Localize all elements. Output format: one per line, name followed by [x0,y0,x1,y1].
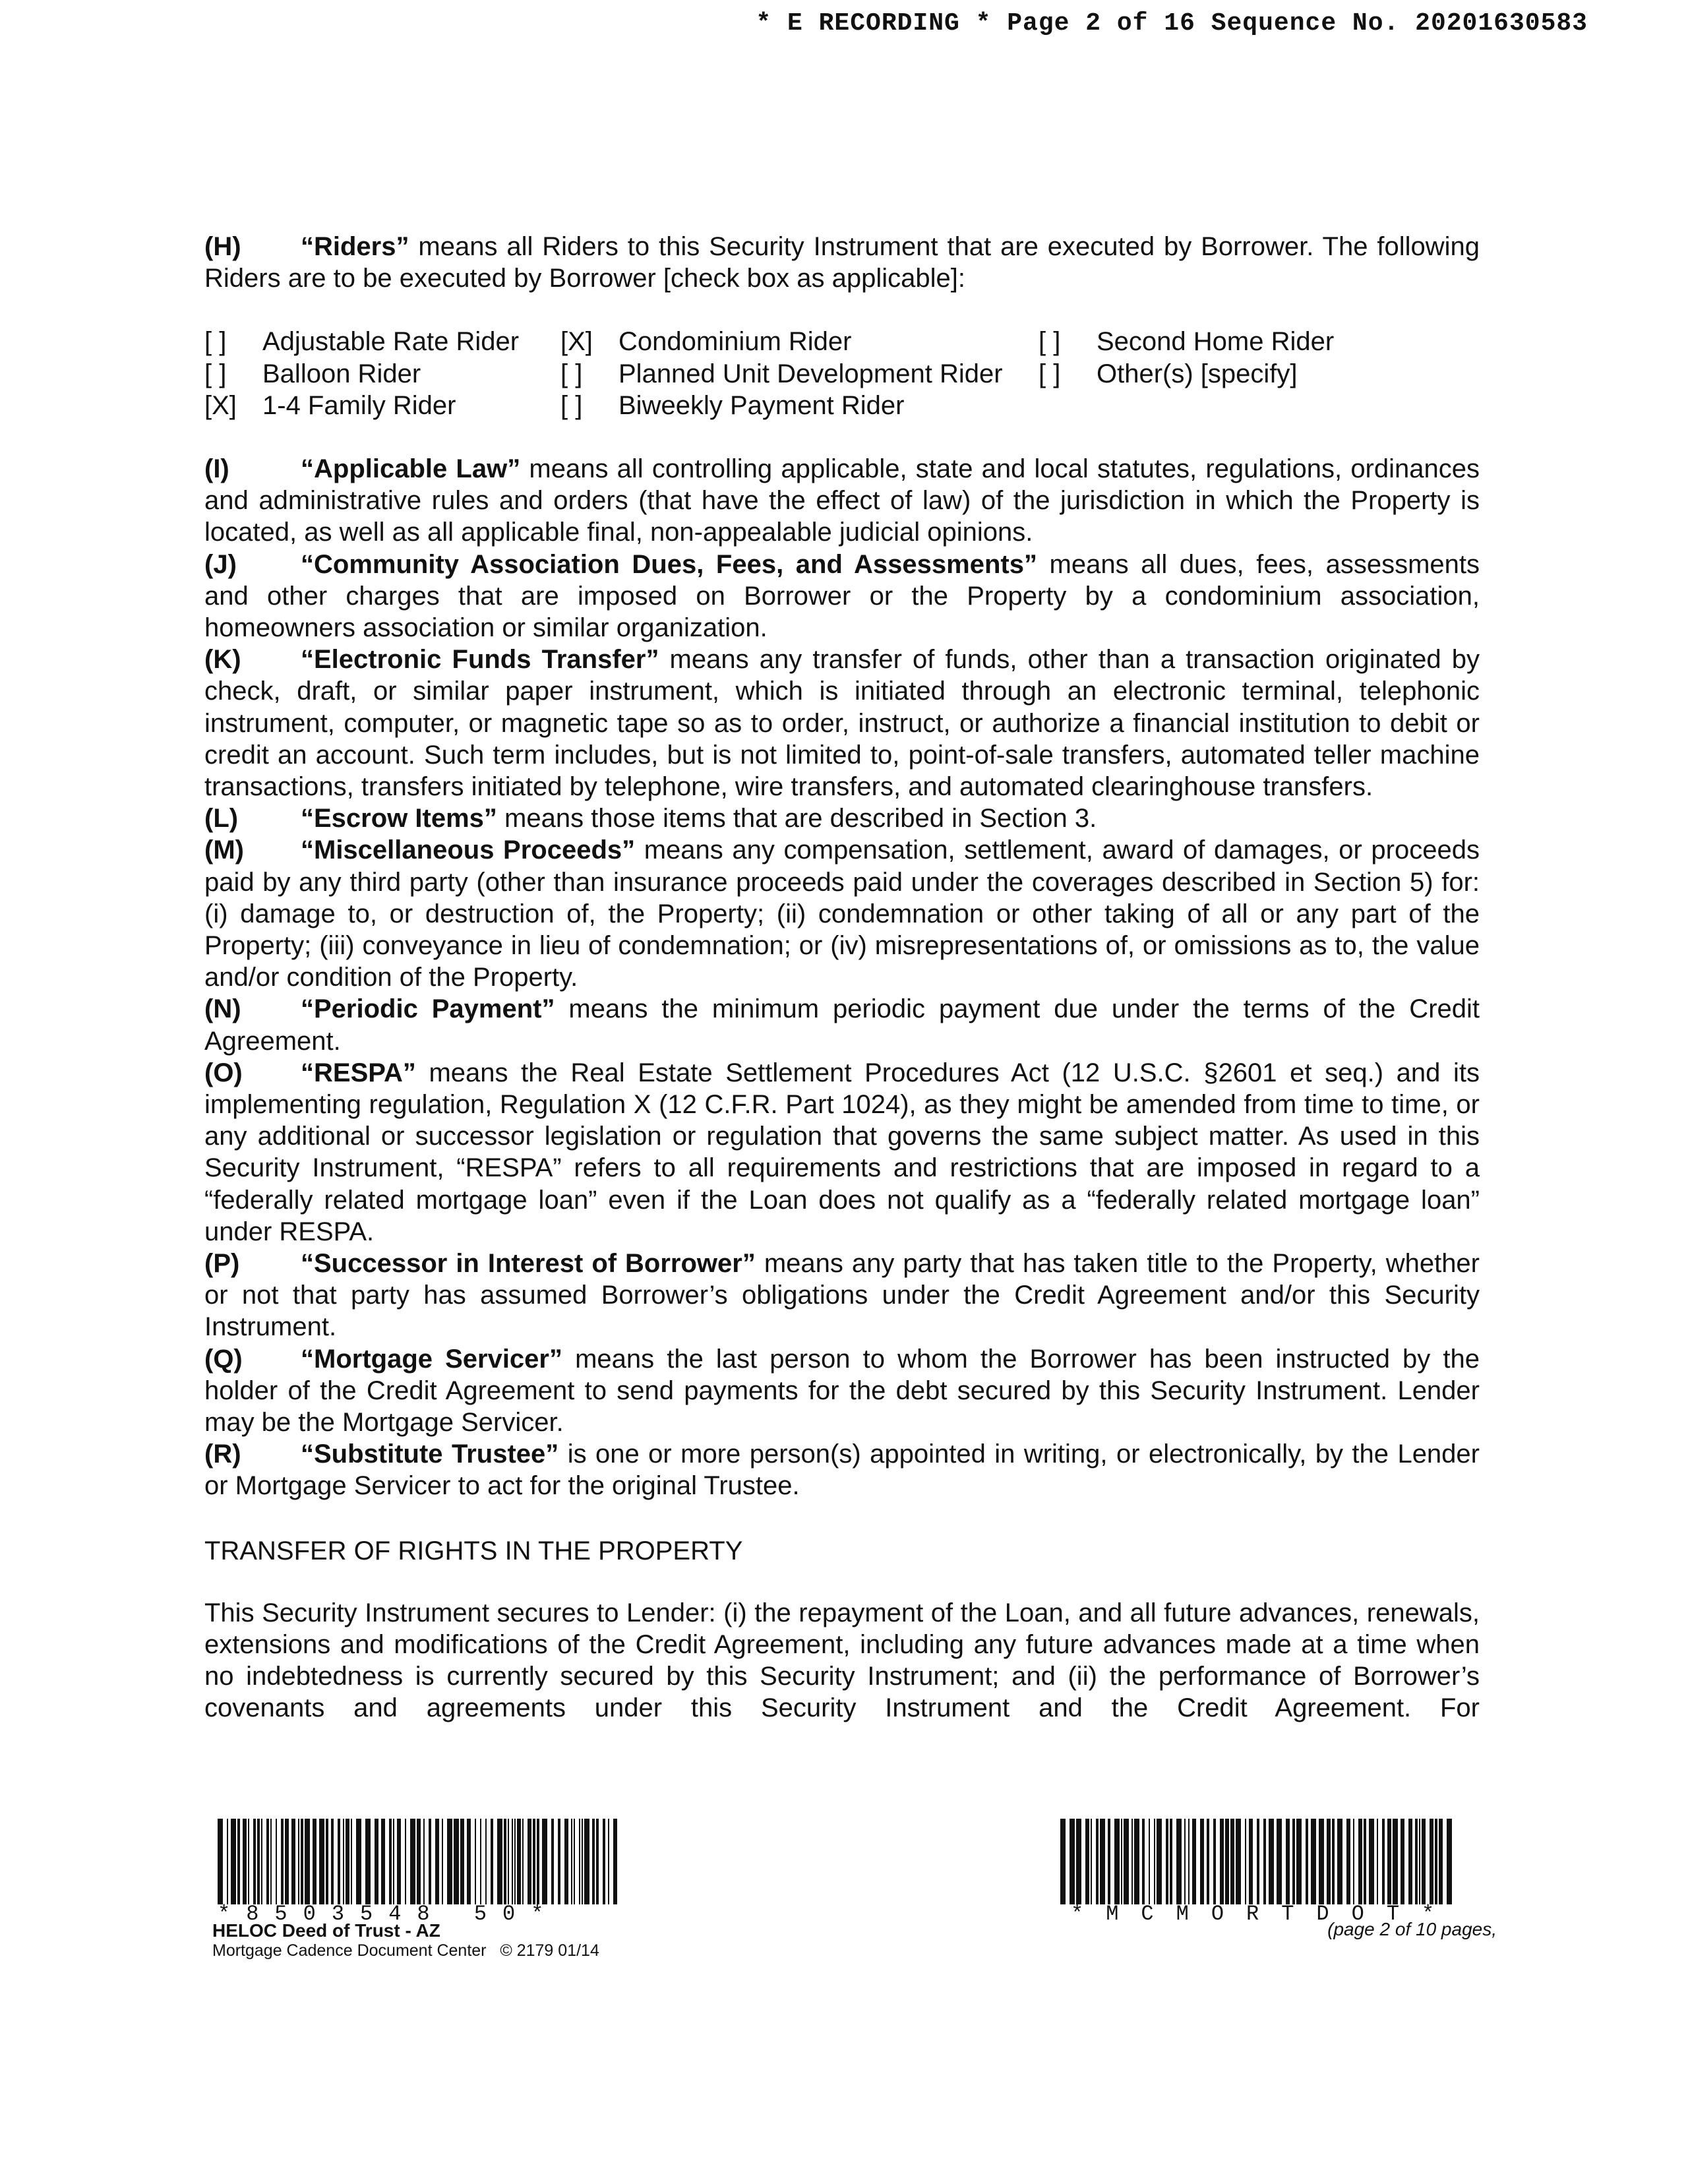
rider-biweekly-payment[interactable] [560,390,1039,421]
rider-checkbox: [X] [204,390,237,420]
rider-label: Adjustable Rate Rider [262,327,520,357]
rider-row [204,358,1480,390]
definition-text: means all Riders to this Security Instrument that are executed by Borrower. The following Riders are to be executed by Borrower [check box as applicable]: [204,232,1480,293]
barcode-right [1060,1819,1469,1904]
rider-label: 1-4 Family Rider [262,390,456,420]
rider-checkbox: [ ] [560,390,583,420]
rider-label: Balloon Rider [262,359,421,388]
definition-label: (I) [204,454,229,483]
rider-checkbox: [ ] [1039,327,1061,357]
definition-text: means any transfer of funds, other than a transaction originated by check, draft, or similar paper instrument, which is initiated through an electronic terminal, telephonic instrument, computer, or magnetic tape so as to order, instruct, or authorize a financial institution to debit or credit an account. Such term includes, but is not limited to, point-of-sale transfers, automated teller machine transactions, transfers initiated by telephone, wire transfers, and automated clearinghouse transfers. [204,645,1480,801]
rider-adjustable-rate[interactable] [204,326,560,357]
footer-right [1060,1819,1469,1926]
rider-checkbox: [ ] [204,327,227,357]
definition-label: (H) [204,232,241,261]
barcode-left-text: *8503548 50* [218,1902,560,1926]
rider-checkbox: [ ] [204,359,227,388]
rider-label: Second Home Rider [1097,327,1335,357]
rider-label: Planned Unit Development Rider [618,359,1003,388]
rider-checkbox: [X] [560,327,593,357]
definition-term: “Applicable Law” [301,454,521,483]
definition-text: means any party that has taken title to the Property, whether or not that party has assumed Borrower’s obligations under the Credit Agreement and/or this Security Instrument. [204,1249,1480,1342]
riders-checklist [204,326,1480,421]
definition-term: “Riders” [301,232,409,261]
rider-row [204,390,1480,421]
definition-text: means any compensation, settlement, award of damages, or proceeds paid by any third party (other than insurance proceeds paid under the coverages described in Section 5) for: (i) damage to, or destruction of, the Property; (ii) condemnation or other taking of all or any part of the Property; (iii) conveyance in lieu of condemnation; or (iv) misrepresentations of, or omissions as to, the value and/or condition of the Property. [204,835,1480,992]
definition-m [204,834,1480,993]
definition-term: “Successor in Interest of Borrower” [301,1249,756,1279]
form-number: © 2179 01/14 [500,1941,599,1960]
definition-p [204,1248,1480,1343]
rider-label: Condominium Rider [618,327,852,357]
definition-n [204,993,1480,1056]
definition-label: (L) [204,804,239,834]
definition-term: “Electronic Funds Transfer” [301,645,659,675]
rider-other[interactable] [1039,358,1474,390]
definition-h [204,231,1480,294]
footer-left [218,1819,633,1926]
definition-term: “Community Association Dues, Fees, and Assessments” [301,549,1037,579]
footer-doc-info [212,1920,599,1960]
definition-text: means all dues, fees, assessments and other charges that are imposed on Borrower or the Property by a condominium association, homeowners association or similar organization. [204,549,1480,642]
rider-condominium[interactable] [560,326,1039,357]
document-body [204,231,1480,1724]
section-heading-transfer: TRANSFER OF RIGHTS IN THE PROPERTY [204,1536,743,1565]
transfer-paragraph: This Security Instrument secures to Lender: (i) the repayment of the Loan, and all future advances, renewals, extensions and modifications of the Credit Agreement, including any future advances made at a time when no indebtedness is currently secured by this Security Instrument; and (ii) the performance of Borrower’s covenants and agreements under this Security Instrument and the Credit Agreement. For [204,1598,1480,1723]
document-center-name: Mortgage Cadence Document Center [212,1941,487,1960]
definition-label: (K) [204,645,241,675]
definition-label: (N) [204,994,241,1024]
definition-i [204,453,1480,549]
definition-q [204,1343,1480,1439]
rider-planned-unit-development[interactable] [560,358,1039,390]
barcode-right-text: *MCMORTDOT* [1071,1902,1457,1926]
definition-r [204,1438,1480,1502]
definition-term: “Escrow Items” [301,804,497,834]
definition-label: (R) [204,1440,241,1469]
barcode-left [218,1819,633,1904]
rider-label: Biweekly Payment Rider [618,390,905,420]
recording-stamp: * E RECORDING * Page 2 of 16 Sequence No. 20201630583 [756,9,1588,38]
definition-o [204,1057,1480,1248]
definition-l [204,803,1480,834]
definition-label: (M) [204,835,244,865]
rider-label: Other(s) [specify] [1097,359,1298,388]
definition-text: means the minimum periodic payment due under the terms of the Credit Agreement. [204,994,1480,1056]
rider-balloon[interactable] [204,358,560,390]
definition-term: “Substitute Trustee” [301,1440,559,1469]
definition-text: means all controlling applicable, state and local statutes, regulations, ordinances and administrative rules and orders (that have the effect of law) of the jurisdiction in which the Property is located, as well as all applicable final, non-appealable judicial opinions. [204,454,1480,547]
definition-label: (P) [204,1249,240,1279]
rider-second-home[interactable] [1039,326,1474,357]
document-center [212,1941,599,1960]
definition-term: “Miscellaneous Proceeds” [301,835,636,865]
definition-text: means the last person to whom the Borrower has been instructed by the holder of the Credit Agreement to send payments for the debt secured by this Security Instrument. Lender may be the Mortgage Servicer. [204,1344,1480,1438]
definition-text: means those items that are described in Section 3. [497,804,1097,834]
rider-checkbox: [ ] [560,359,583,388]
definition-k [204,644,1480,803]
definition-term: “Periodic Payment” [301,994,555,1024]
definition-label: (Q) [204,1344,243,1374]
definition-label: (J) [204,549,237,579]
definition-term: “RESPA” [301,1058,416,1087]
footer-page-count [1327,1919,1497,1940]
definition-j [204,549,1480,644]
definition-text: means the Real Estate Settlement Procedures Act (12 U.S.C. §2601 et seq.) and its implementing regulation, Regulation X (12 C.F.R. Part 1024), as they might be amended from time to time, or any additional or successor legislation or regulation that governs the same subject matter. As used in this Security Instrument, “RESPA” refers to all requirements and restrictions that are imposed in regard to a “federally related mortgage loan” even if the Loan does not qualify as a “federally related mortgage loan” under RESPA. [204,1058,1480,1246]
rider-checkbox: [ ] [1039,359,1061,388]
rider-1-4-family[interactable] [204,390,560,421]
rider-row [204,326,1480,357]
page-count: (page 2 of 10 pages, [1327,1919,1497,1939]
definition-term: “Mortgage Servicer” [301,1344,562,1374]
definition-label: (O) [204,1058,243,1087]
definition-text: is one or more person(s) appointed in writing, or electronically, by the Lender or Mortgage Servicer to act for the original Trustee. [204,1440,1480,1501]
document-title: HELOC Deed of Trust - AZ [212,1920,440,1941]
